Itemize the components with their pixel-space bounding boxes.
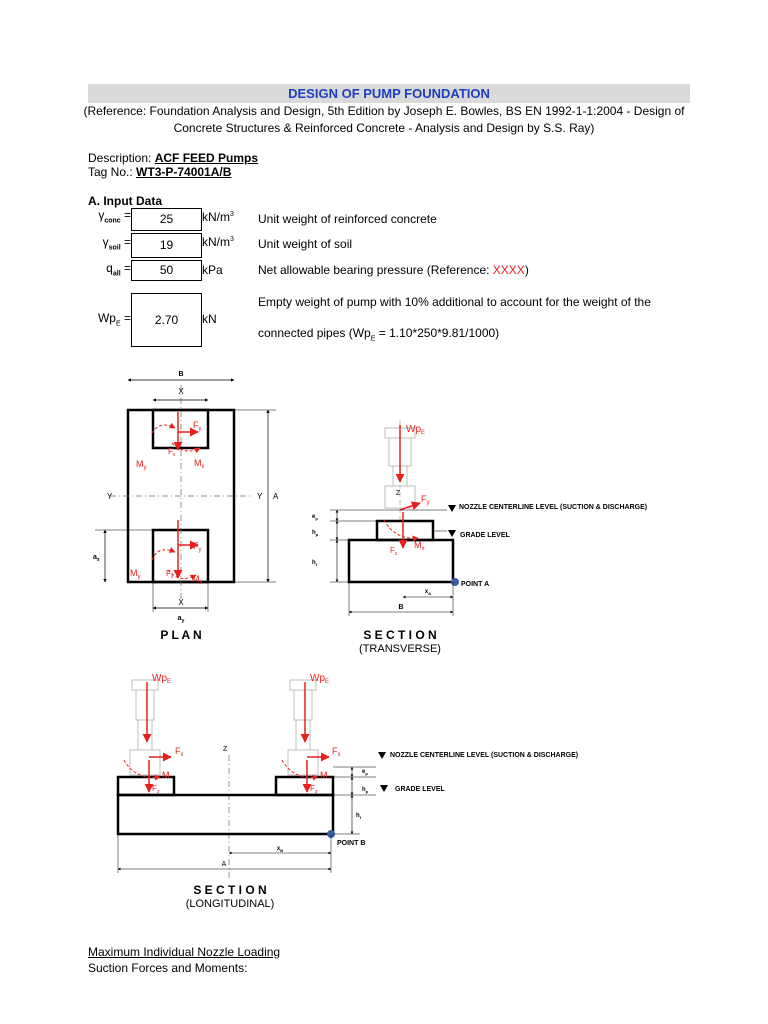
transverse-caption: S E C T I O N [363, 628, 437, 642]
longitudinal-a: A [221, 861, 227, 868]
transverse-point-a: POINT A [461, 581, 490, 588]
input-symbol-wp: $Wp_E$ = [97, 311, 131, 328]
transverse-ep: $e_p$ [312, 514, 318, 521]
longitudinal-wp-right: $Wp_E$ [310, 673, 330, 685]
plan-fx-bottom: $F_x$ [166, 569, 174, 580]
input-unit-wp: kN [202, 312, 217, 326]
longitudinal-xb: $x_B$ [276, 846, 284, 853]
input-symbol-soil: $\gamma_{soil}$ = [102, 235, 131, 252]
longitudinal-point-b: POINT B [337, 840, 366, 847]
max-nozzle-heading: Maximum Individual Nozzle Loading [88, 945, 281, 959]
plan-mx-top: $M_x$ [194, 458, 205, 470]
input-value-conc[interactable]: 25 [131, 208, 202, 231]
tag-row [88, 165, 231, 179]
transverse-z: Z [396, 490, 401, 497]
input-unit-qall: kPa [202, 263, 223, 277]
input-symbol-qall: $q_{all}$ = [106, 261, 131, 278]
longitudinal-drawing [0, 660, 768, 880]
suction-heading: Suction Forces and Moments: [88, 961, 248, 975]
longitudinal-fx-left: $F_x$ [175, 746, 184, 758]
plan-label-x-top: X [178, 387, 184, 396]
transverse-mx: $M_x$ [414, 540, 425, 552]
plan-label-a: A [273, 492, 279, 501]
plan-label-b: B [178, 371, 184, 378]
reference-line-2: Concrete Structures & Reinforced Concrete - Analysis and Design by S.S. Ray) [173, 121, 595, 135]
plan-view [93, 371, 279, 624]
input-desc-wp-1: Empty weight of pump with 10% additional to account for the weight of the [258, 295, 651, 309]
longitudinal-grade-label: GRADE LEVEL [395, 786, 445, 793]
pump-sketch-right [288, 680, 318, 775]
transverse-xa: $x_A$ [424, 589, 432, 596]
page-title: DESIGN OF PUMP FOUNDATION [88, 84, 690, 103]
description-label: Description: [88, 151, 155, 165]
input-unit-soil: $kN/m^3$ [202, 235, 234, 249]
input-unit-conc: $kN/m^3$ [202, 210, 234, 224]
transverse-hf: $h_f$ [312, 560, 318, 567]
longitudinal-wp-left: $Wp_E$ [152, 673, 172, 685]
longitudinal-nozzle-label: NOZZLE CENTERLINE LEVEL (SUCTION & DISCHARGE) [390, 752, 579, 759]
transverse-b: B [398, 604, 404, 611]
plan-label-ay: $a_y$ [177, 615, 185, 624]
input-desc-qall: Net allowable bearing pressure (Reference: XXXX) [258, 263, 529, 277]
plan-and-transverse-drawing [0, 360, 768, 650]
plan-fy-bottom: $F_y$ [193, 541, 202, 553]
tag-label: Tag No.: [88, 165, 137, 179]
input-desc-soil: Unit weight of soil [258, 237, 353, 251]
input-value-soil[interactable]: 19 [131, 233, 202, 258]
plan-my-bottom: $M_y$ [130, 568, 141, 580]
longitudinal-ep: $e_p$ [362, 769, 368, 776]
longitudinal-fz-right: $F_z$ [310, 784, 318, 795]
transverse-footing [349, 540, 453, 582]
longitudinal-m-right: M [320, 770, 328, 780]
longitudinal-hp: $h_p$ [362, 787, 369, 794]
longitudinal-subcaption: (LONGITUDINAL) [185, 898, 275, 910]
plan-label-y-right: Y [257, 492, 263, 501]
plan-forces-top [152, 412, 200, 451]
description-row [88, 151, 258, 165]
longitudinal-hf: $h_f$ [356, 813, 362, 820]
longitudinal-footing [118, 795, 333, 834]
plan-label-x-bottom: X [178, 598, 184, 607]
point-a-marker [451, 578, 459, 586]
input-symbol-conc: $\gamma_{conc}$ = [98, 208, 131, 225]
longitudinal-caption: S E C T I O N [193, 883, 267, 897]
plan-mx-bottom: $M_x$ [192, 574, 203, 586]
transverse-wp: $Wp_E$ [406, 424, 426, 436]
transverse-nozzle-label: NOZZLE CENTERLINE LEVEL (SUCTION & DISCHARGE) [459, 504, 648, 511]
plan-fy-top: $F_y$ [193, 420, 202, 432]
longitudinal-fz-left: $F_z$ [152, 784, 160, 795]
transverse-grade-label: GRADE LEVEL [460, 532, 510, 539]
plan-label-ax: $a_x$ [93, 554, 100, 563]
input-desc-conc: Unit weight of reinforced concrete [258, 212, 437, 226]
description-value: ACF FEED Pumps [154, 151, 259, 165]
reference-line-1: (Reference: Foundation Analysis and Design, 5th Edition by Joseph E. Bowles, BS EN 1992-1-1:2004 - Design of [83, 104, 685, 118]
plan-caption: P L A N [160, 628, 202, 642]
longitudinal-fx-right: $F_x$ [332, 746, 341, 758]
tag-value: WT3-P-74001A/B [136, 165, 232, 179]
plan-label-y-left: Y [107, 492, 113, 501]
transverse-subcaption: (TRANSVERSE) [359, 643, 441, 655]
transverse-fy: $F_y$ [421, 494, 430, 506]
pump-sketch-left [130, 680, 160, 775]
plan-pedestal-bottom [153, 530, 208, 582]
input-desc-wp-2: connected pipes $(Wp_E = 1.10*250*9.81/1000)$ [258, 326, 500, 343]
transverse-hp: $h_p$ [312, 530, 319, 537]
input-value-qall[interactable]: 50 [131, 260, 202, 281]
section-transverse [312, 420, 647, 616]
longitudinal-m-left: M [162, 770, 170, 780]
plan-fx-top: $F_x$ [168, 447, 176, 458]
input-value-wp[interactable]: 2.70 [131, 293, 202, 347]
longitudinal-z: Z [223, 746, 228, 753]
section-a-heading: A. Input Data [88, 194, 162, 208]
plan-my-top: $M_y$ [136, 459, 147, 471]
transverse-fz: $F_z$ [390, 546, 398, 557]
